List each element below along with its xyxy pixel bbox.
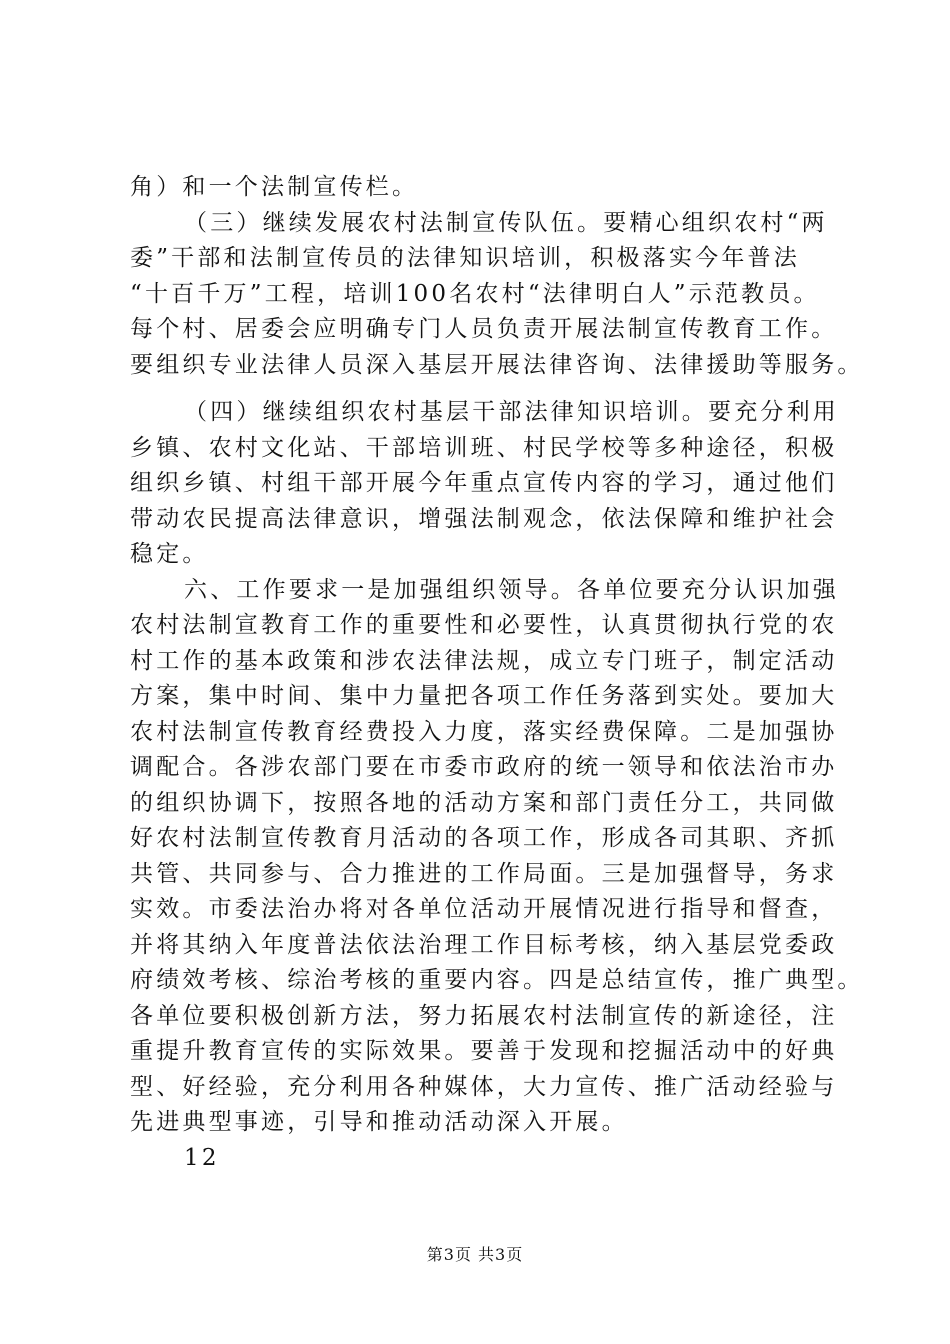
paragraph-4-start: （四）继续组织农村基层干部法律知识培训。要充分利用 [184, 399, 839, 425]
paragraph-3-start: （三）继续发展农村法制宣传队伍。要精心组织农村“两 [184, 209, 828, 236]
page-footer: 第3页 共3页 [426, 1245, 524, 1264]
text-line: 方案，集中时间、集中力量把各项工作任务落到实处。要加大 [130, 683, 838, 709]
text-line: 村工作的基本政策和涉农法律法规，成立专门班子，制定活动 [130, 647, 838, 674]
text-line: 农村法制宣教育工作的重要性和必要性，认真贯彻执行党的农 [130, 612, 838, 638]
text-line: 的组织协调下，按照各地的活动方案和部门责任分工，共同做 [130, 789, 838, 816]
text-line: “十百千万”工程，培训100名农村“法律明白人”示范教员。 [130, 280, 820, 307]
text-line: 府绩效考核、综治考核的重要内容。四是总结宣传，推广典型。 [130, 967, 864, 993]
section-6-start: 六、工作要求一是加强组织领导。各单位要充分认识加强 [184, 576, 839, 603]
paragraph-gap [130, 383, 850, 395]
text-line: 带动农民提高法律意识，增强法制观念，依法保障和维护社会 [130, 505, 838, 532]
text-line: 农村法制宣传教育经费投入力度，落实经费保障。二是加强协 [130, 718, 838, 745]
text-line: 要组织专业法律人员深入基层开展法律咨询、法律援助等服务。 [130, 351, 864, 378]
text-line: 型、好经验，充分利用各种媒体，大力宣传、推广活动经验与 [130, 1073, 838, 1100]
trailing-number: 12 [184, 1144, 220, 1171]
text-line: 重提升教育宣传的实际效果。要善于发现和挖掘活动中的好典 [130, 1038, 838, 1064]
text-line: 角）和一个法制宣传栏。 [130, 174, 419, 200]
text-line: 实效。市委法治办将对各单位活动开展情况进行指导和督查， [130, 896, 838, 922]
text-line: 先进典型事迹，引导和推动活动深入开展。 [130, 1109, 628, 1135]
text-line: 乡镇、农村文化站、干部培训班、村民学校等多种途径，积极 [130, 434, 838, 461]
text-line: 委”干部和法制宣传员的法律知识培训，积极落实今年普法 [130, 245, 800, 271]
text-line: 组织乡镇、村组干部开展今年重点宣传内容的学习，通过他们 [130, 470, 838, 496]
text-line: 每个村、居委会应明确专门人员负责开展法制宣传教育工作。 [130, 316, 838, 342]
text-line: 并将其纳入年度普法依法治理工作目标考核，纳入基层党委政 [130, 931, 838, 958]
text-line: 共管、共同参与、合力推进的工作局面。三是加强督导，务求 [130, 860, 838, 887]
text-line: 稳定。 [130, 541, 209, 567]
text-line: 各单位要积极创新方法，努力拓展农村法制宣传的新途径，注 [130, 1002, 838, 1029]
text-line: 好农村法制宣传教育月活动的各项工作，形成各司其职、齐抓 [130, 825, 838, 851]
text-line: 调配合。各涉农部门要在市委市政府的统一领导和依法治市办 [130, 754, 838, 780]
document-body [130, 170, 864, 1176]
